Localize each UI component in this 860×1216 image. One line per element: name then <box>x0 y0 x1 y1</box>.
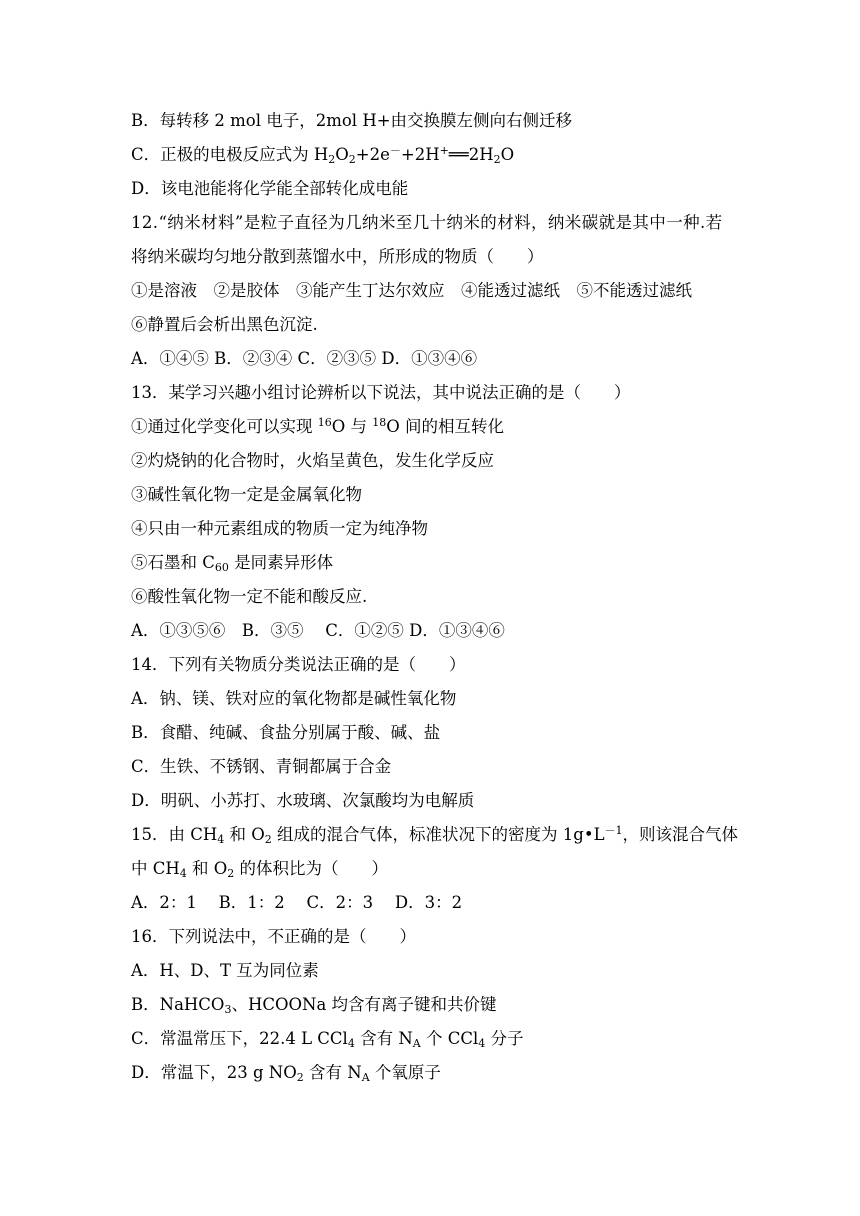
q13-statement-1 <box>131 417 504 437</box>
text-run: C．生铁、不锈钢、青铜都属于合金 <box>131 757 392 776</box>
subscript-run: 4 <box>179 867 187 880</box>
subscript-run: 60 <box>214 561 229 574</box>
text-run: 将纳米碳均匀地分散到蒸馏水中，所形成的物质（ ） <box>131 247 544 266</box>
q15-answer-options <box>131 893 462 913</box>
q12-answer-options <box>131 349 477 369</box>
text-run: D．明矾、小苏打、水玻璃、次氯酸均为电解质 <box>131 791 475 810</box>
text-run: A．钠、镁、铁对应的氧化物都是碱性氧化物 <box>131 689 457 708</box>
text-run: O <box>335 145 349 164</box>
text-run: D．常温下，23 g NO <box>131 1063 297 1082</box>
text-run: C．正极的电极反应式为 H <box>131 145 329 164</box>
q12-stem-line-1 <box>131 213 723 233</box>
q11-option-b <box>131 111 572 131</box>
text-run: 和 O <box>186 859 228 878</box>
superscript-run: －1 <box>604 824 623 837</box>
text-run: ⑥酸性氧化物一定不能和酸反应. <box>131 587 368 606</box>
text-run: ⑤石墨和 C <box>131 553 215 572</box>
text-run: 、HCOONa 均含有离子键和共价键 <box>231 995 497 1014</box>
subscript-run: 4 <box>217 833 225 846</box>
text-run: 组成的混合气体，标准状况下的密度为 1g•L <box>271 825 605 844</box>
q13-statement-3 <box>131 485 362 505</box>
subscript-run: A <box>361 1071 370 1084</box>
text-run: B．每转移 2 mol 电子，2mol H+由交换膜左侧向右侧迁移 <box>131 111 573 130</box>
text-run: ①是溶液 ②是胶体 ③能产生丁达尔效应 ④能透过滤纸 ⑤不能透过滤纸 <box>131 281 692 300</box>
text-run: +2e <box>355 145 390 164</box>
q16-option-b <box>131 995 497 1015</box>
superscript-run: 18 <box>372 416 387 429</box>
q15-stem-line-2 <box>131 859 388 879</box>
q12-statements <box>131 281 692 301</box>
text-run: B．NaHCO <box>131 995 225 1014</box>
q13-statement-5 <box>131 553 333 573</box>
q16-option-a <box>131 961 319 981</box>
text-run: ①通过化学变化可以实现 <box>131 417 318 436</box>
q12-stem-line-2 <box>131 247 544 267</box>
text-run: ，则该混合气体 <box>622 825 739 844</box>
subscript-run: 3 <box>224 1003 232 1016</box>
q14-option-a <box>131 689 456 709</box>
q14-option-d <box>131 791 474 811</box>
text-run: +2H <box>400 145 440 164</box>
q11-option-c <box>131 145 514 165</box>
text-run: 分子 <box>485 1029 524 1048</box>
text-run: 13．某学习兴趣小组讨论辨析以下说法，其中说法正确的是（ ） <box>131 383 631 402</box>
q16-option-c <box>131 1029 524 1049</box>
text-run: 15．由 CH <box>131 825 218 844</box>
text-run: A．①③⑤⑥ B．③⑤ C．①②⑤ D．①③④⑥ <box>131 621 505 640</box>
text-run: ②灼烧钠的化合物时，火焰呈黄色，发生化学反应 <box>131 451 494 470</box>
text-run: 个氧原子 <box>369 1063 441 1082</box>
text-run: ══2H <box>448 145 494 164</box>
q16-option-d <box>131 1063 441 1083</box>
text-run: 16．下列说法中，不正确的是（ ） <box>131 927 416 946</box>
subscript-run: 2 <box>493 153 501 166</box>
subscript-run: 2 <box>227 867 235 880</box>
text-run: O 间的相互转化 <box>386 417 505 436</box>
text-run: C．常温常压下，22.4 L CCl <box>131 1029 348 1048</box>
text-run: 个 CCl <box>420 1029 479 1048</box>
q13-statement-2 <box>131 451 494 471</box>
text-run: 12.“纳米材料”是粒子直径为几纳米至几十纳米的材料，纳米碳就是其中一种.若 <box>131 213 723 232</box>
text-run: 和 O <box>224 825 265 844</box>
text-run: A．①④⑤ B．②③④ C．②③⑤ D．①③④⑥ <box>131 349 478 368</box>
subscript-run: 2 <box>296 1071 304 1084</box>
subscript-run: 4 <box>478 1037 486 1050</box>
q14-option-b <box>131 723 440 743</box>
text-run: O 与 <box>331 417 373 436</box>
q15-stem-line-1 <box>131 825 738 845</box>
q14-option-c <box>131 757 391 777</box>
subscript-run: 2 <box>348 153 356 166</box>
text-run: ③碱性氧化物一定是金属氧化物 <box>131 485 362 504</box>
q13-statement-6 <box>131 587 367 607</box>
q11-option-d <box>131 179 408 199</box>
text-run: 14．下列有关物质分类说法正确的是（ ） <box>131 655 466 674</box>
text-run: 含有 N <box>303 1063 362 1082</box>
text-run: A．H、D、T 互为同位素 <box>131 961 319 980</box>
subscript-run: A <box>412 1037 421 1050</box>
text-run: 是同素异形体 <box>228 553 334 572</box>
subscript-run: 2 <box>328 153 336 166</box>
q13-stem <box>131 383 631 403</box>
text-run: A．2：1 B．1：2 C．2：3 D．3：2 <box>131 893 463 912</box>
text-run: 含有 N <box>354 1029 413 1048</box>
text-run: ④只由一种元素组成的物质一定为纯净物 <box>131 519 428 538</box>
q13-statement-4 <box>131 519 428 539</box>
text-run: O <box>500 145 515 164</box>
text-run: 的体积比为（ ） <box>234 859 389 878</box>
text-run: ⑥静置后会析出黑色沉淀. <box>131 315 318 334</box>
text-run: B．食醋、纯碱、食盐分别属于酸、碱、盐 <box>131 723 441 742</box>
q13-answer-options <box>131 621 505 641</box>
subscript-run: 2 <box>264 833 272 846</box>
text-run: 中 CH <box>131 859 180 878</box>
superscript-run: － <box>389 144 401 157</box>
text-run: D．该电池能将化学能全部转化成电能 <box>131 179 409 198</box>
q16-stem <box>131 927 416 947</box>
superscript-run: 16 <box>317 416 332 429</box>
superscript-run: + <box>439 144 449 157</box>
subscript-run: 4 <box>347 1037 355 1050</box>
q14-stem <box>131 655 466 675</box>
q12-statement-6 <box>131 315 318 335</box>
